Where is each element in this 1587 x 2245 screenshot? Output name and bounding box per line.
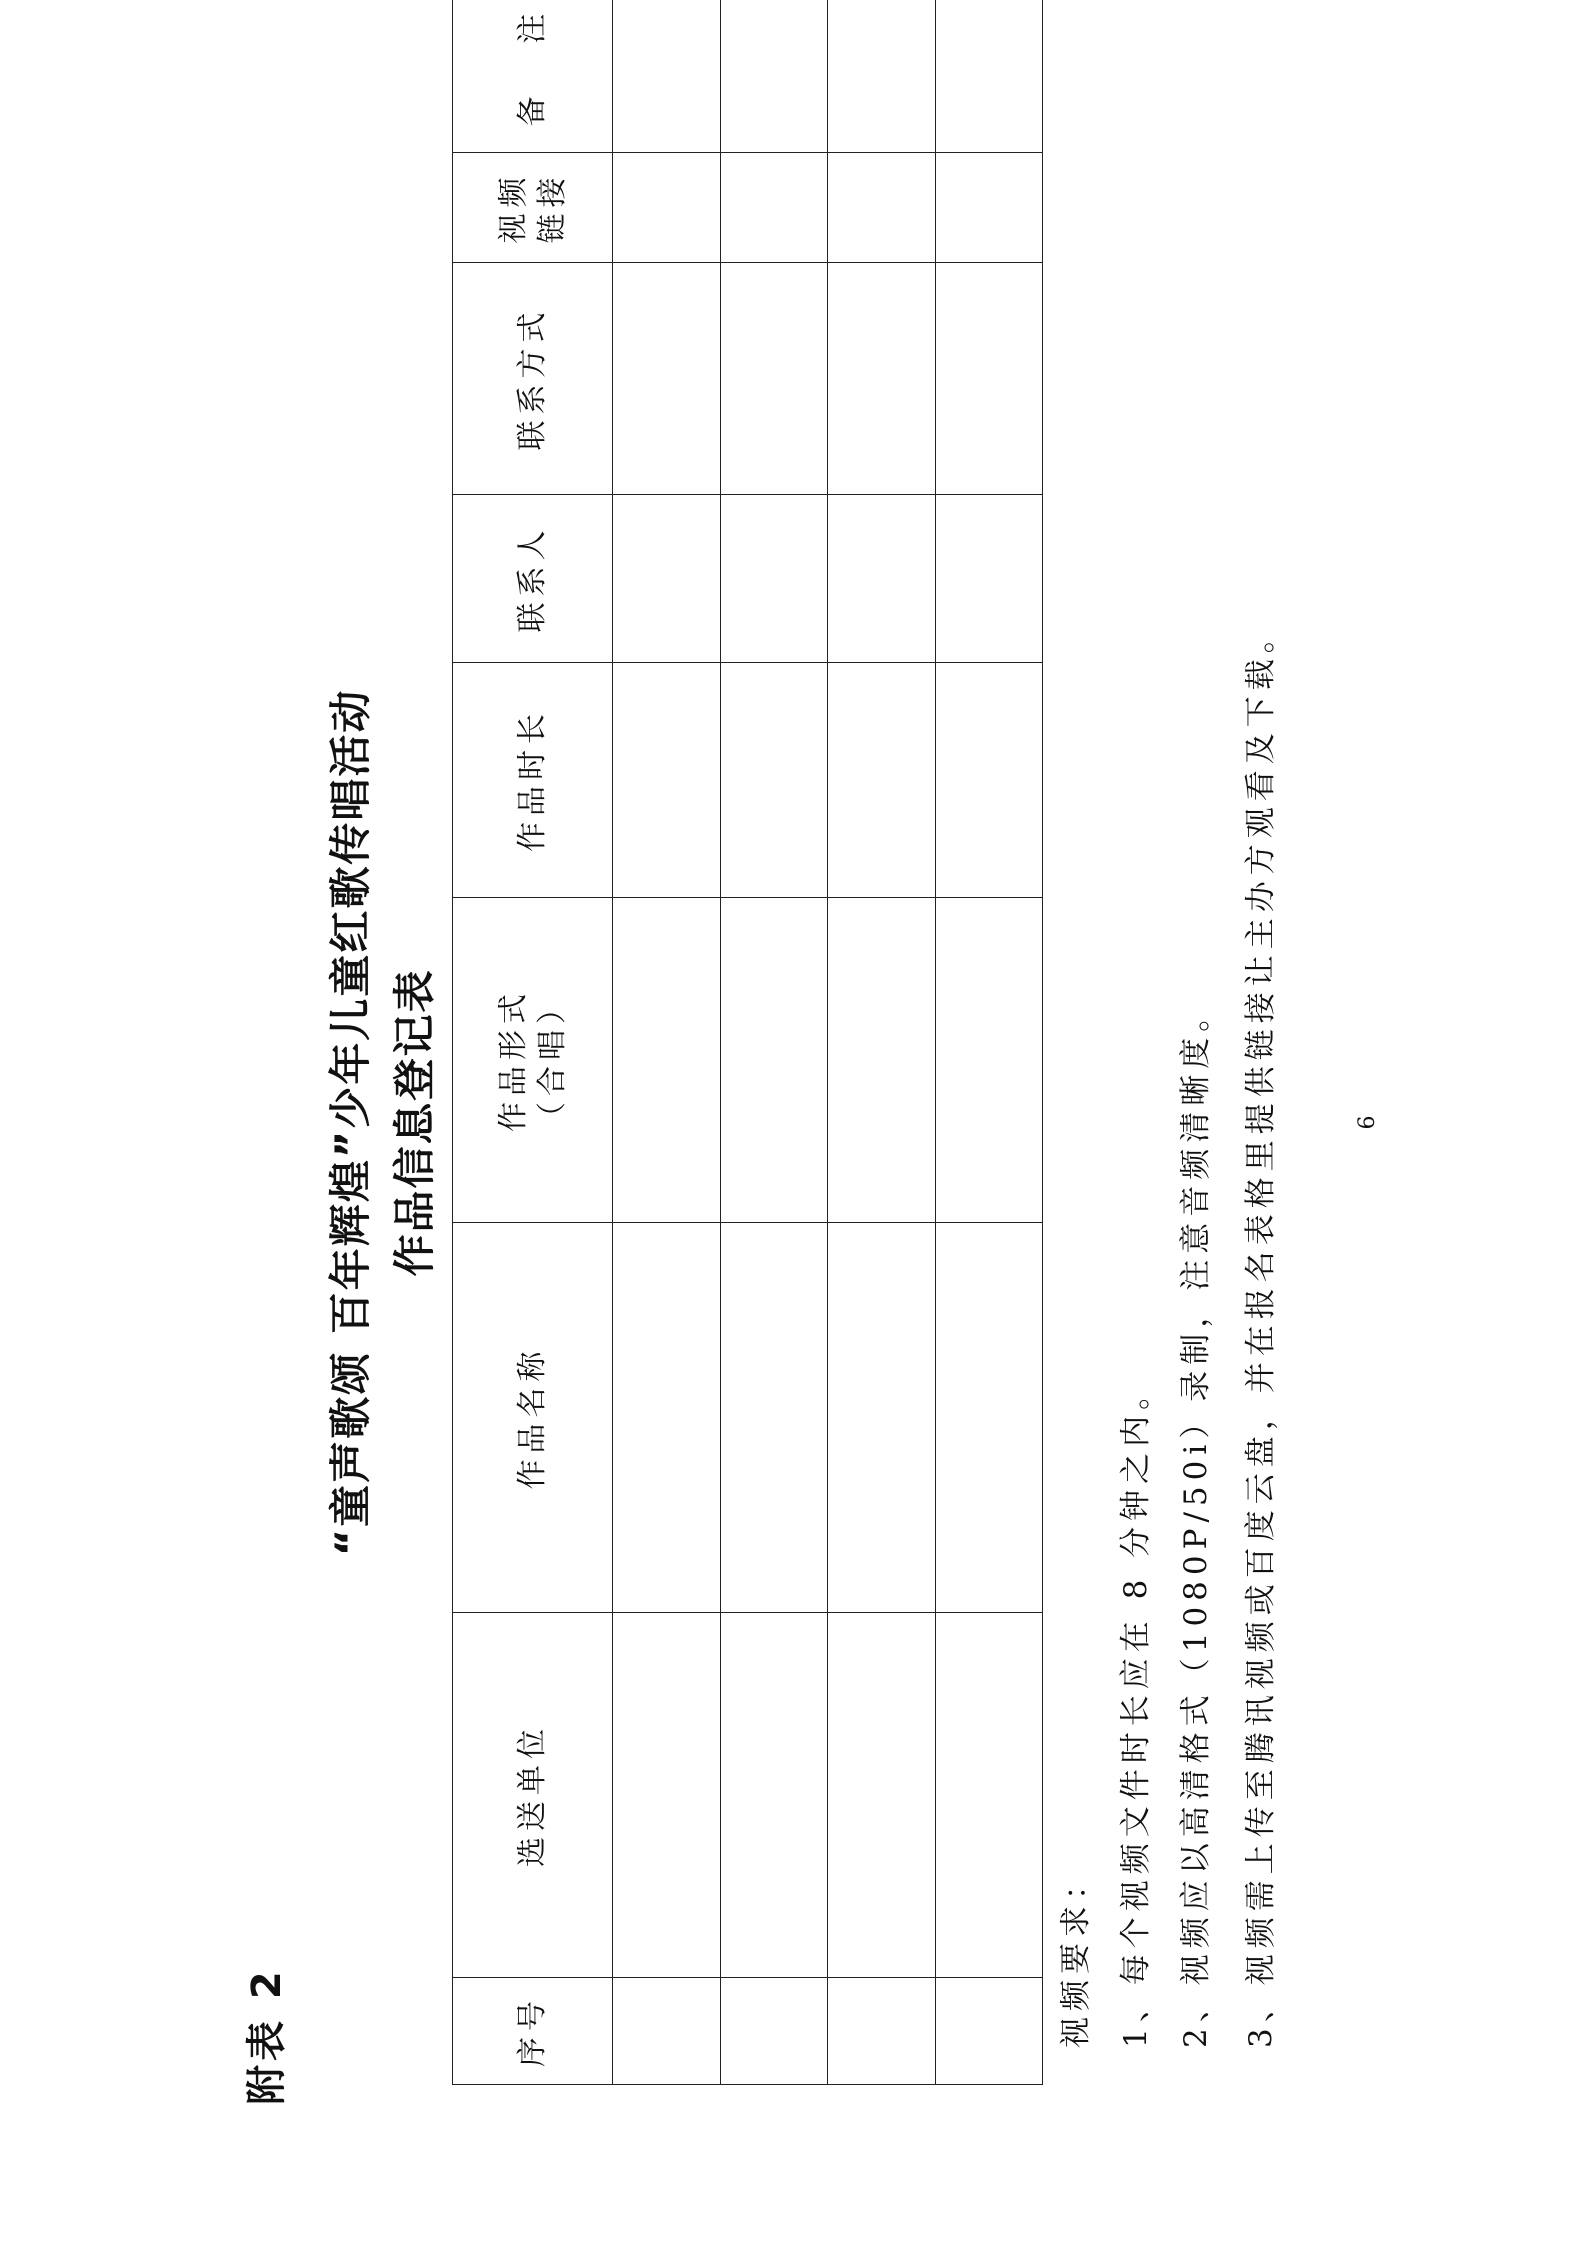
cell-seq — [935, 1978, 1043, 2085]
requirement-item-1: 1、每个视频文件时长应在 8 分钟之内。 — [1118, 1372, 1154, 2048]
form-title-line-2: 作品信息登记表 — [390, 968, 439, 1277]
video-requirements-heading: 视频要求： — [1058, 1863, 1094, 2048]
header-unit: 选送单位 — [453, 1613, 613, 1978]
table-header-row — [453, 0, 613, 2085]
page-number: 6 — [1355, 1115, 1380, 1130]
cell-contact-person — [828, 495, 936, 663]
cell-unit — [613, 1613, 721, 1978]
cell-remark — [828, 0, 936, 153]
cell-unit — [828, 1613, 936, 1978]
cell-form — [613, 898, 721, 1223]
cell-video-link — [935, 153, 1043, 263]
table-row — [828, 0, 936, 2085]
cell-unit — [720, 1613, 828, 1978]
cell-contact-method — [828, 263, 936, 495]
header-seq: 序号 — [453, 1978, 613, 2085]
form-title-line-1: “童声歌颂 百年辉煌”少年儿童红歌传唱活动 — [326, 688, 375, 1557]
cell-duration — [935, 663, 1043, 898]
header-work-name: 作品名称 — [453, 1223, 613, 1613]
annex-label: 附表 2 — [244, 1967, 290, 2105]
cell-video-link — [613, 153, 721, 263]
header-video-link: 视频 链接 — [453, 153, 613, 263]
cell-duration — [720, 663, 828, 898]
header-form: 作品形式 （合唱） — [453, 898, 613, 1223]
cell-seq — [613, 1978, 721, 2085]
cell-work-name — [613, 1223, 721, 1613]
cell-contact-person — [935, 495, 1043, 663]
cell-contact-person — [720, 495, 828, 663]
cell-remark — [935, 0, 1043, 153]
cell-contact-person — [613, 495, 721, 663]
table-row — [720, 0, 828, 2085]
header-contact-method: 联系方式 — [453, 263, 613, 495]
cell-contact-method — [720, 263, 828, 495]
header-duration: 作品时长 — [453, 663, 613, 898]
cell-remark — [720, 0, 828, 153]
cell-work-name — [935, 1223, 1043, 1613]
cell-video-link — [720, 153, 828, 263]
cell-seq — [828, 1978, 936, 2085]
requirement-item-3: 3、视频需上传至腾讯视频或百度云盘，并在报名表格里提供链接让主办方观看及下载。 — [1243, 616, 1279, 2048]
registration-table — [452, 0, 1043, 2085]
cell-form — [935, 898, 1043, 1223]
cell-remark — [613, 0, 721, 153]
cell-contact-method — [613, 263, 721, 495]
cell-video-link — [828, 153, 936, 263]
cell-work-name — [828, 1223, 936, 1613]
cell-contact-method — [935, 263, 1043, 495]
table-row — [935, 0, 1043, 2085]
header-contact-person: 联系人 — [453, 495, 613, 663]
cell-seq — [720, 1978, 828, 2085]
cell-duration — [828, 663, 936, 898]
table-row — [613, 0, 721, 2085]
requirement-item-2: 2、视频应以高清格式（1080P/50i）录制，注意音频清晰度。 — [1178, 994, 1214, 2048]
cell-form — [828, 898, 936, 1223]
cell-unit — [935, 1613, 1043, 1978]
header-remark: 备 注 — [453, 0, 613, 153]
cell-form — [720, 898, 828, 1223]
cell-duration — [613, 663, 721, 898]
cell-work-name — [720, 1223, 828, 1613]
